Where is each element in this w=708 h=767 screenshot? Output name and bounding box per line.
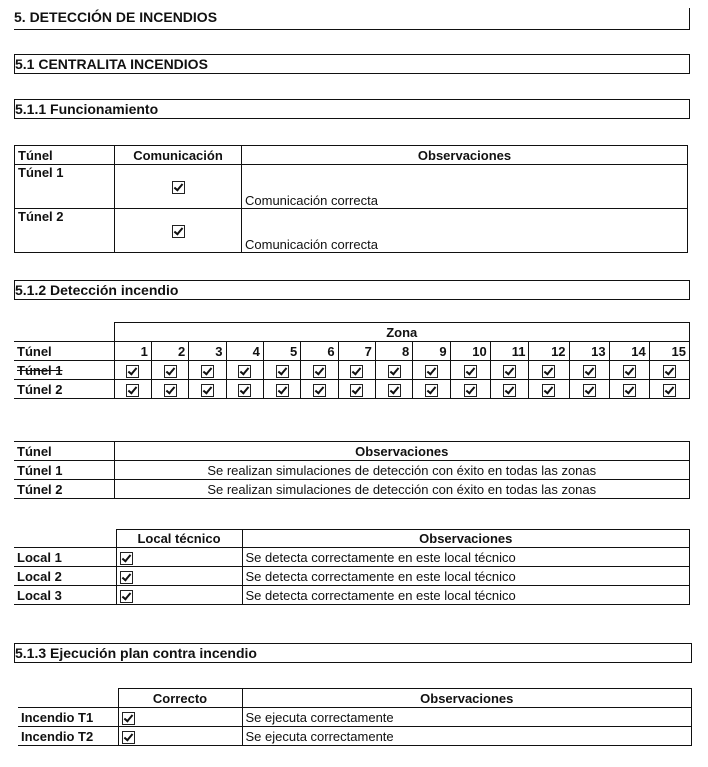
table-row xyxy=(14,461,690,480)
section-title-5: 5. DETECCIÓN DE INCENDIOS xyxy=(14,8,690,30)
checkbox-checked-icon[interactable] xyxy=(503,384,516,397)
col-header-tunel: Túnel xyxy=(14,342,114,361)
checkbox-checked-icon[interactable] xyxy=(542,365,555,378)
zone-number: 12 xyxy=(529,342,569,361)
checkbox-checked-icon[interactable] xyxy=(122,731,135,744)
zone-number: 6 xyxy=(301,342,338,361)
checkbox-checked-icon[interactable] xyxy=(503,365,516,378)
section-title-5-1-3: 5.1.3 Ejecución plan contra incendio xyxy=(14,643,692,663)
checkbox-checked-icon[interactable] xyxy=(313,384,326,397)
checkbox-checked-icon[interactable] xyxy=(126,365,139,378)
checkbox-checked-icon[interactable] xyxy=(663,384,676,397)
table-row xyxy=(18,708,692,727)
row-observacion: Se ejecuta correctamente xyxy=(242,727,692,746)
checkbox-checked-icon[interactable] xyxy=(464,365,477,378)
section-title-5-1-2: 5.1.2 Detección incendio xyxy=(14,280,690,300)
checkbox-checked-icon[interactable] xyxy=(583,384,596,397)
col-header-correcto: Correcto xyxy=(118,689,242,708)
row-observacion: Se detecta correctamente en este local técnico xyxy=(242,548,690,567)
row-observacion: Comunicación correcta xyxy=(242,209,688,253)
table-row xyxy=(14,480,690,499)
zone-number: 5 xyxy=(263,342,300,361)
row-label-tunel-2: Túnel 2 xyxy=(15,209,115,253)
checkbox-checked-icon[interactable] xyxy=(350,365,363,378)
table-row xyxy=(15,209,688,253)
zone-number: 9 xyxy=(413,342,450,361)
checkbox-checked-icon[interactable] xyxy=(201,365,214,378)
funcionamiento-table xyxy=(14,145,688,253)
checkbox-checked-icon[interactable] xyxy=(464,384,477,397)
zone-number: 2 xyxy=(151,342,188,361)
row-label-local-3: Local 3 xyxy=(14,586,116,605)
zone-number: 8 xyxy=(375,342,412,361)
checkbox-checked-icon[interactable] xyxy=(122,712,135,725)
observaciones-table xyxy=(14,441,690,499)
checkbox-checked-icon[interactable] xyxy=(313,365,326,378)
checkbox-checked-icon[interactable] xyxy=(120,552,133,565)
row-observacion: Se detecta correctamente en este local técnico xyxy=(242,586,690,605)
checkbox-checked-icon[interactable] xyxy=(542,384,555,397)
col-header-observaciones: Observaciones xyxy=(242,146,688,165)
row-label-tunel-1: Túnel 1 xyxy=(14,361,114,380)
checkbox-checked-icon[interactable] xyxy=(623,384,636,397)
checkbox-checked-icon[interactable] xyxy=(172,225,185,238)
zone-number: 15 xyxy=(649,342,689,361)
col-header-observaciones: Observaciones xyxy=(242,689,692,708)
table-row xyxy=(14,567,690,586)
row-observacion: Comunicación correcta xyxy=(242,165,688,209)
checkbox-checked-icon[interactable] xyxy=(201,384,214,397)
zona-header: Zona xyxy=(114,323,690,342)
checkbox-checked-icon[interactable] xyxy=(238,384,251,397)
row-label-incendio-t1: Incendio T1 xyxy=(18,708,118,727)
table-row xyxy=(15,165,688,209)
row-label-local-2: Local 2 xyxy=(14,567,116,586)
checkbox-checked-icon[interactable] xyxy=(238,365,251,378)
row-observacion: Se ejecuta correctamente xyxy=(242,708,692,727)
zona-table xyxy=(14,322,690,399)
col-header-tunel: Túnel xyxy=(15,146,115,165)
table-row xyxy=(14,380,690,399)
checkbox-checked-icon[interactable] xyxy=(126,384,139,397)
checkbox-checked-icon[interactable] xyxy=(164,384,177,397)
checkbox-checked-icon[interactable] xyxy=(583,365,596,378)
row-observacion: Se detecta correctamente en este local técnico xyxy=(242,567,690,586)
col-header-comunicacion: Comunicación xyxy=(115,146,242,165)
col-header-observaciones: Observaciones xyxy=(242,530,690,548)
row-observacion: Se realizan simulaciones de detección con éxito en todas las zonas xyxy=(114,461,690,480)
row-label-tunel-1: Túnel 1 xyxy=(15,165,115,209)
zone-number: 14 xyxy=(609,342,649,361)
local-tecnico-table xyxy=(14,529,690,605)
zone-number: 10 xyxy=(450,342,490,361)
checkbox-checked-icon[interactable] xyxy=(120,571,133,584)
table-row xyxy=(14,548,690,567)
zone-number: 7 xyxy=(338,342,375,361)
col-header-local-tecnico: Local técnico xyxy=(116,530,242,548)
checkbox-checked-icon[interactable] xyxy=(164,365,177,378)
plan-incendio-table xyxy=(18,688,692,746)
checkbox-checked-icon[interactable] xyxy=(276,384,289,397)
table-row xyxy=(18,727,692,746)
checkbox-checked-icon[interactable] xyxy=(276,365,289,378)
checkbox-checked-icon[interactable] xyxy=(388,384,401,397)
checkbox-checked-icon[interactable] xyxy=(425,384,438,397)
table-row xyxy=(14,586,690,605)
checkbox-checked-icon[interactable] xyxy=(120,590,133,603)
zone-number: 3 xyxy=(189,342,226,361)
checkbox-checked-icon[interactable] xyxy=(425,365,438,378)
checkbox-checked-icon[interactable] xyxy=(388,365,401,378)
zone-number: 11 xyxy=(490,342,529,361)
zone-number: 13 xyxy=(569,342,609,361)
checkbox-checked-icon[interactable] xyxy=(350,384,363,397)
zone-number: 1 xyxy=(114,342,151,361)
row-label-incendio-t2: Incendio T2 xyxy=(18,727,118,746)
section-title-5-1-1: 5.1.1 Funcionamiento xyxy=(14,99,690,119)
row-observacion: Se realizan simulaciones de detección con éxito en todas las zonas xyxy=(114,480,690,499)
checkbox-checked-icon[interactable] xyxy=(623,365,636,378)
checkbox-checked-icon[interactable] xyxy=(663,365,676,378)
row-label-tunel-1: Túnel 1 xyxy=(14,461,114,480)
checkbox-checked-icon[interactable] xyxy=(172,181,185,194)
row-label-tunel-2: Túnel 2 xyxy=(14,380,114,399)
table-row xyxy=(14,361,690,380)
section-title-5-1: 5.1 CENTRALITA INCENDIOS xyxy=(14,54,690,74)
row-label-local-1: Local 1 xyxy=(14,548,116,567)
col-header-tunel: Túnel xyxy=(14,442,114,461)
row-label-tunel-2: Túnel 2 xyxy=(14,480,114,499)
col-header-observaciones: Observaciones xyxy=(114,442,690,461)
zone-number: 4 xyxy=(226,342,263,361)
